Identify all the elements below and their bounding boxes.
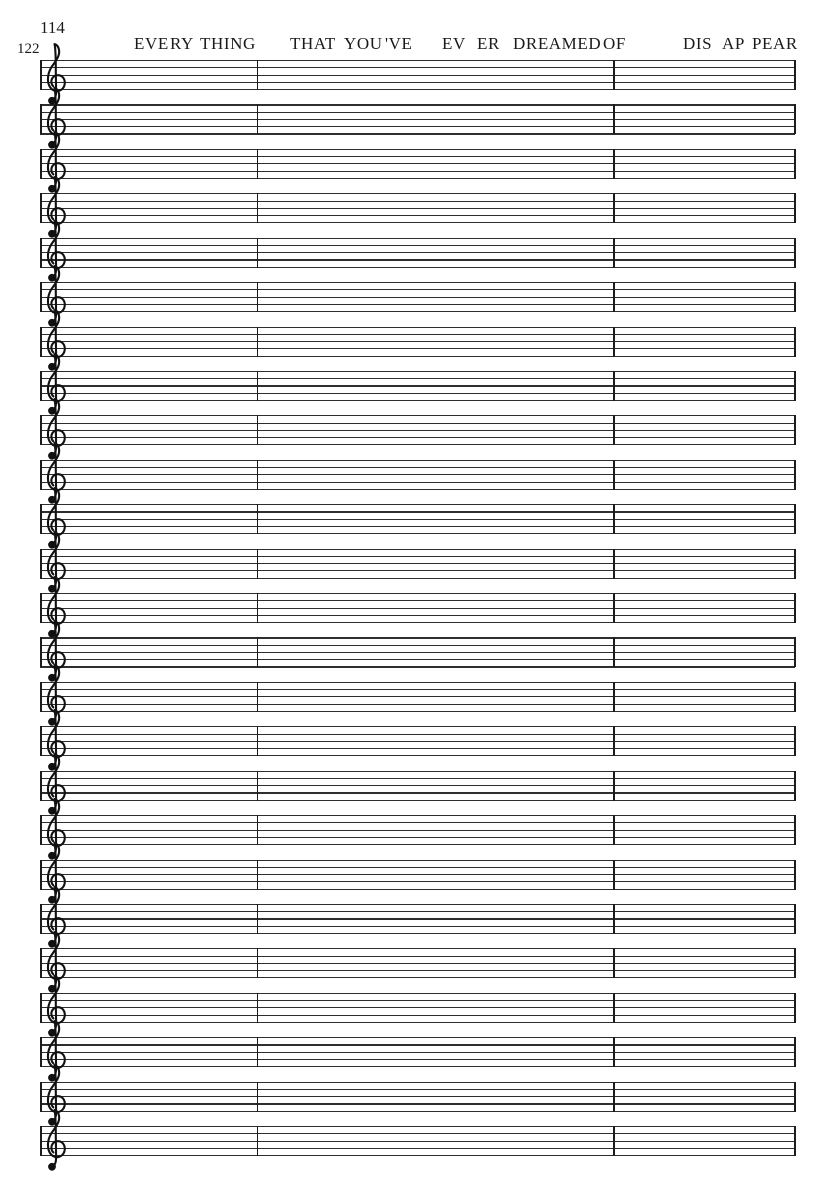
staff-row: [40, 1126, 795, 1156]
staff-line: [40, 800, 795, 801]
staff-line: [40, 1141, 795, 1142]
barline: [40, 415, 42, 445]
final-barline: [794, 948, 796, 978]
barline: [613, 771, 615, 801]
staff-line: [40, 1044, 795, 1045]
final-barline: [794, 682, 796, 712]
staff-line: [40, 378, 795, 379]
staff-line: [40, 1037, 795, 1038]
lyric-syllable: RY: [170, 34, 194, 53]
staff-row: [40, 815, 795, 845]
staff-line: [40, 245, 795, 246]
staff-line: [40, 60, 795, 61]
final-barline: [794, 282, 796, 312]
final-barline: [794, 504, 796, 534]
staff-row: [40, 371, 795, 401]
barline: [613, 1037, 615, 1067]
staff-line: [40, 156, 795, 157]
staff-line: [40, 956, 795, 957]
staff-line: [40, 615, 795, 616]
staff-line: [40, 252, 795, 253]
staff-line: [40, 570, 795, 571]
staff-line: [40, 704, 795, 705]
staff-line: [40, 467, 795, 468]
barline: [257, 238, 259, 268]
staff-line: [40, 659, 795, 660]
staff-line: [40, 874, 795, 875]
staff-line: [40, 119, 795, 120]
staff-line: [40, 75, 795, 76]
staff-row: [40, 549, 795, 579]
barline: [40, 504, 42, 534]
lyric-syllable: THING: [200, 34, 256, 53]
staff-line: [40, 201, 795, 202]
final-barline: [794, 1126, 796, 1156]
staff-line: [40, 755, 795, 756]
barline: [613, 460, 615, 490]
barline: [613, 504, 615, 534]
barline: [40, 771, 42, 801]
staff-line: [40, 519, 795, 520]
staff-line: [40, 549, 795, 550]
staff-row: [40, 104, 795, 134]
staff-line: [40, 133, 795, 134]
lyric-syllable: DIS: [683, 34, 713, 53]
barline: [257, 504, 259, 534]
staff-line: [40, 1052, 795, 1053]
barline: [257, 904, 259, 934]
staff-line: [40, 822, 795, 823]
staff-line: [40, 726, 795, 727]
barline: [40, 193, 42, 223]
final-barline: [794, 238, 796, 268]
final-barline: [794, 771, 796, 801]
staff-line: [40, 112, 795, 113]
staff-line: [40, 711, 795, 712]
staff-line: [40, 163, 795, 164]
staff-row: [40, 993, 795, 1023]
staff-line: [40, 126, 795, 127]
barline: [40, 637, 42, 667]
barline: [40, 282, 42, 312]
staff-line: [40, 67, 795, 68]
staff-line: [40, 741, 795, 742]
staff-line: [40, 533, 795, 534]
staff-line: [40, 89, 795, 90]
staff-line: [40, 1148, 795, 1149]
barline: [257, 637, 259, 667]
barline: [257, 993, 259, 1023]
staff-line: [40, 970, 795, 971]
staff-row: [40, 860, 795, 890]
barline: [613, 682, 615, 712]
barline: [613, 371, 615, 401]
final-barline: [794, 193, 796, 223]
staff-line: [40, 267, 795, 268]
staff-line: [40, 444, 795, 445]
barline: [613, 948, 615, 978]
barline: [257, 1126, 259, 1156]
barline: [40, 1082, 42, 1112]
clef-ball: [48, 1162, 56, 1170]
barline: [257, 682, 259, 712]
staff-line: [40, 563, 795, 564]
staff-line: [40, 415, 795, 416]
staff-line: [40, 208, 795, 209]
barline: [613, 193, 615, 223]
final-barline: [794, 1037, 796, 1067]
staff-line: [40, 748, 795, 749]
measure-number-left: 122: [17, 41, 40, 57]
staff-row: [40, 726, 795, 756]
staff-line: [40, 1111, 795, 1112]
staff-line: [40, 696, 795, 697]
staff-line: [40, 104, 795, 105]
barline: [40, 593, 42, 623]
staff-line: [40, 193, 795, 194]
staff-line: [40, 578, 795, 579]
staff-line: [40, 289, 795, 290]
staff-line: [40, 504, 795, 505]
staff-line: [40, 430, 795, 431]
final-barline: [794, 549, 796, 579]
barline: [257, 948, 259, 978]
final-barline: [794, 415, 796, 445]
lyric-syllable: THAT: [290, 34, 336, 53]
final-barline: [794, 637, 796, 667]
staff-line: [40, 948, 795, 949]
barline: [40, 860, 42, 890]
lyric-syllable: EV: [442, 34, 466, 53]
staff-row: [40, 1082, 795, 1112]
final-barline: [794, 460, 796, 490]
staff-row: [40, 637, 795, 667]
barline: [40, 149, 42, 179]
staff-line: [40, 149, 795, 150]
barline: [40, 993, 42, 1023]
barline: [613, 415, 615, 445]
barline: [613, 104, 615, 134]
staff-line: [40, 1000, 795, 1001]
lyric-syllable: 'VE: [385, 34, 413, 53]
staff-line: [40, 682, 795, 683]
barline: [257, 460, 259, 490]
staff-line: [40, 222, 795, 223]
lyric-syllable: YOU: [344, 34, 383, 53]
barline: [257, 771, 259, 801]
staff-line: [40, 460, 795, 461]
staff-line: [40, 1082, 795, 1083]
barline: [257, 282, 259, 312]
barline: [257, 726, 259, 756]
staff-row: [40, 460, 795, 490]
barline: [613, 60, 615, 90]
staff-line: [40, 600, 795, 601]
staff-row: [40, 60, 795, 90]
staff-line: [40, 526, 795, 527]
staff-row: [40, 682, 795, 712]
barline: [613, 282, 615, 312]
staff-line: [40, 400, 795, 401]
staff-line: [40, 785, 795, 786]
staff-line: [40, 82, 795, 83]
final-barline: [794, 149, 796, 179]
barline: [613, 149, 615, 179]
staff-line: [40, 926, 795, 927]
staff-line: [40, 1133, 795, 1134]
staff-line: [40, 1126, 795, 1127]
barline: [40, 104, 42, 134]
staff-row: [40, 904, 795, 934]
staff-line: [40, 178, 795, 179]
staff-line: [40, 881, 795, 882]
final-barline: [794, 726, 796, 756]
staff-line: [40, 666, 795, 667]
staff-row: [40, 1037, 795, 1067]
staff-row: [40, 504, 795, 534]
staff-line: [40, 393, 795, 394]
lyric-syllable: AP: [722, 34, 745, 53]
staff-line: [40, 1155, 795, 1156]
staff-row: [40, 771, 795, 801]
staff-line: [40, 918, 795, 919]
final-barline: [794, 904, 796, 934]
staff-line: [40, 645, 795, 646]
staff-row: [40, 415, 795, 445]
staff-line: [40, 371, 795, 372]
barline: [257, 815, 259, 845]
staff-line: [40, 556, 795, 557]
barline: [613, 815, 615, 845]
barline: [40, 460, 42, 490]
barline: [613, 593, 615, 623]
barline: [257, 104, 259, 134]
staff-line: [40, 593, 795, 594]
staff-line: [40, 608, 795, 609]
staff-row: [40, 282, 795, 312]
staff-line: [40, 215, 795, 216]
staff-line: [40, 933, 795, 934]
staff-line: [40, 734, 795, 735]
staff-line: [40, 304, 795, 305]
barline: [40, 1126, 42, 1156]
staff-line: [40, 778, 795, 779]
barline: [40, 327, 42, 357]
staff-row: [40, 327, 795, 357]
barline: [613, 993, 615, 1023]
barline: [257, 149, 259, 179]
final-barline: [794, 60, 796, 90]
lyric-syllable: PEAR: [752, 34, 798, 53]
staff-row: [40, 193, 795, 223]
barline: [613, 1126, 615, 1156]
barline: [257, 193, 259, 223]
staff-line: [40, 1096, 795, 1097]
staff-line: [40, 904, 795, 905]
staff-line: [40, 385, 795, 386]
staff-line: [40, 482, 795, 483]
staff-line: [40, 771, 795, 772]
staff-line: [40, 792, 795, 793]
barline: [40, 1037, 42, 1067]
barline: [40, 726, 42, 756]
staff-line: [40, 652, 795, 653]
staff-line: [40, 1007, 795, 1008]
barline: [613, 1082, 615, 1112]
barline: [257, 860, 259, 890]
staff-line: [40, 963, 795, 964]
staff-line: [40, 622, 795, 623]
barline: [257, 549, 259, 579]
staff-line: [40, 327, 795, 328]
final-barline: [794, 104, 796, 134]
staff-line: [40, 860, 795, 861]
measure-number-top: 114: [40, 18, 65, 37]
staff-line: [40, 977, 795, 978]
staff-line: [40, 1066, 795, 1067]
staff-line: [40, 1103, 795, 1104]
staff-line: [40, 830, 795, 831]
staff-line: [40, 341, 795, 342]
staff-line: [40, 844, 795, 845]
barline: [613, 904, 615, 934]
staff-line: [40, 889, 795, 890]
staff-line: [40, 1022, 795, 1023]
staff-line: [40, 437, 795, 438]
treble-clef-icon: [45, 1109, 66, 1171]
staff-line: [40, 867, 795, 868]
staff-line: [40, 689, 795, 690]
barline: [40, 371, 42, 401]
final-barline: [794, 1082, 796, 1112]
staff-line: [40, 1015, 795, 1016]
staff-line: [40, 311, 795, 312]
final-barline: [794, 593, 796, 623]
barline: [257, 60, 259, 90]
staff-line: [40, 171, 795, 172]
barline: [40, 815, 42, 845]
lyric-syllable: ER: [477, 34, 500, 53]
barline: [613, 327, 615, 357]
barline: [40, 549, 42, 579]
final-barline: [794, 815, 796, 845]
final-barline: [794, 993, 796, 1023]
staff-line: [40, 993, 795, 994]
final-barline: [794, 860, 796, 890]
staff-line: [40, 474, 795, 475]
staff-line: [40, 489, 795, 490]
barline: [257, 371, 259, 401]
barline: [257, 1037, 259, 1067]
clef-stem: [50, 1110, 56, 1166]
barline: [40, 238, 42, 268]
staff-row: [40, 149, 795, 179]
staff-line: [40, 282, 795, 283]
lyric-syllable: EVE: [134, 34, 169, 53]
staff-line: [40, 511, 795, 512]
staff-line: [40, 259, 795, 260]
barline: [40, 682, 42, 712]
staff-line: [40, 348, 795, 349]
barline: [613, 726, 615, 756]
staff-row: [40, 238, 795, 268]
staff-line: [40, 637, 795, 638]
barline: [257, 327, 259, 357]
barline: [613, 549, 615, 579]
barline: [613, 238, 615, 268]
staff-line: [40, 837, 795, 838]
barline: [40, 904, 42, 934]
barline: [257, 415, 259, 445]
barline: [40, 948, 42, 978]
staff-line: [40, 1089, 795, 1090]
staff-line: [40, 238, 795, 239]
staff-line: [40, 334, 795, 335]
lyric-syllable: DREAMED: [513, 34, 602, 53]
final-barline: [794, 327, 796, 357]
staff-line: [40, 423, 795, 424]
staff-line: [40, 356, 795, 357]
final-barline: [794, 371, 796, 401]
lyric-syllable: OF: [603, 34, 626, 53]
barline: [40, 60, 42, 90]
staff-line: [40, 1059, 795, 1060]
barline: [613, 637, 615, 667]
staff-line: [40, 911, 795, 912]
staff-line: [40, 815, 795, 816]
staff-line: [40, 297, 795, 298]
barline: [613, 860, 615, 890]
staff-row: [40, 948, 795, 978]
staff-row: [40, 593, 795, 623]
barline: [257, 1082, 259, 1112]
barline: [257, 593, 259, 623]
